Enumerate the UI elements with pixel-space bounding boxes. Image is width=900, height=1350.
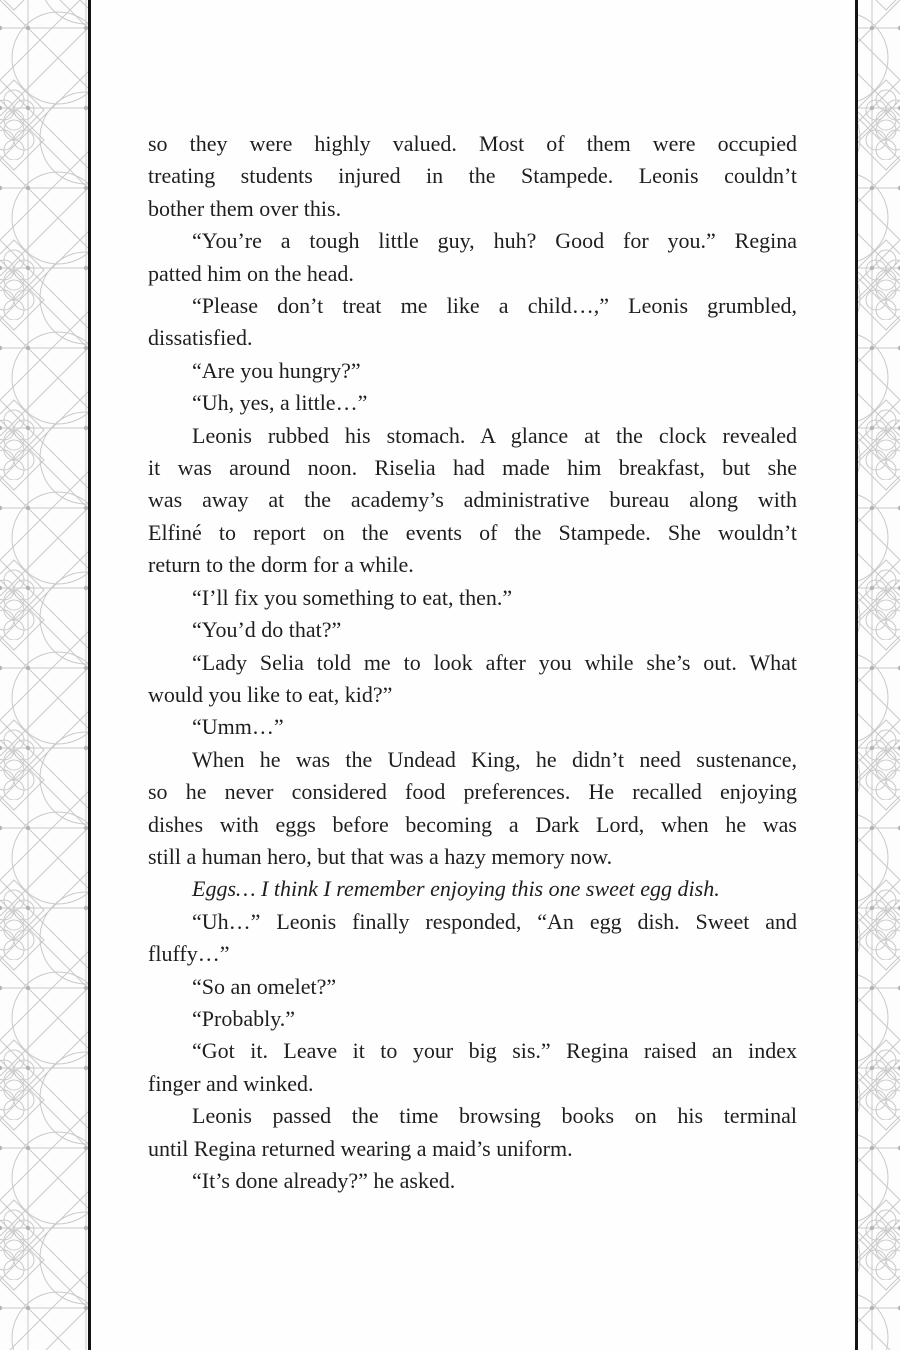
text-line: When he was the Undead King, he didn’t need sustenance, bbox=[192, 746, 797, 772]
text-line: “Are you hungry?” bbox=[192, 357, 361, 383]
paragraph bbox=[148, 647, 797, 712]
paragraph bbox=[148, 582, 797, 614]
text-line: dissatisfied. bbox=[148, 325, 253, 351]
text-line: “You’d do that?” bbox=[192, 617, 342, 643]
paragraph bbox=[148, 420, 797, 582]
text-line: would you like to eat, kid?” bbox=[148, 681, 393, 707]
text-line: treating students injured in the Stampede. Leonis couldn’t bbox=[148, 163, 797, 189]
paragraph bbox=[148, 906, 797, 971]
paragraph bbox=[148, 614, 797, 646]
text-line: “Umm…” bbox=[192, 714, 284, 740]
text-line: “Probably.” bbox=[192, 1005, 296, 1031]
paragraph bbox=[148, 128, 797, 225]
paragraph bbox=[148, 711, 797, 743]
paragraph bbox=[148, 971, 797, 1003]
text-line: fluffy…” bbox=[148, 941, 230, 967]
text-line: “Please don’t treat me like a child…,” Leonis grumbled, bbox=[192, 293, 797, 319]
paragraph bbox=[148, 1100, 797, 1165]
text-line: return to the dorm for a while. bbox=[148, 552, 414, 578]
text-line: finger and winked. bbox=[148, 1070, 314, 1096]
paragraph bbox=[148, 1035, 797, 1100]
text-line: “Uh, yes, a little…” bbox=[192, 390, 368, 416]
paragraph bbox=[148, 355, 797, 387]
paragraph bbox=[148, 387, 797, 419]
text-line: “Uh…” Leonis finally responded, “An egg dish. Sweet and bbox=[192, 908, 797, 934]
geometric-pattern-right bbox=[858, 0, 900, 1350]
text-line: until Regina returned wearing a maid’s uniform. bbox=[148, 1135, 573, 1161]
text-line: Elfiné to report on the events of the Stampede. She wouldn’t bbox=[148, 519, 797, 545]
text-line: “So an omelet?” bbox=[192, 973, 337, 999]
paragraph bbox=[148, 290, 797, 355]
paragraph bbox=[148, 873, 797, 905]
text-line: “It’s done already?” he asked. bbox=[192, 1168, 456, 1193]
geometric-pattern-left bbox=[0, 0, 88, 1350]
text-block bbox=[148, 128, 797, 1197]
right-ornament-border bbox=[858, 0, 900, 1350]
text-line: bother them over this. bbox=[148, 195, 342, 221]
text-line: “I’ll fix you something to eat, then.” bbox=[192, 584, 513, 610]
text-line: it was around noon. Riselia had made him breakfast, but she bbox=[148, 455, 797, 481]
text-line: patted him on the head. bbox=[148, 260, 354, 286]
text-line: dishes with eggs before becoming a Dark Lord, when he was bbox=[148, 811, 797, 837]
text-line: Eggs… I think I remember enjoying this one sweet egg dish. bbox=[192, 876, 720, 902]
text-line: “Lady Selia told me to look after you while she’s out. What bbox=[192, 649, 797, 675]
paragraph bbox=[148, 1165, 797, 1197]
text-line: Leonis rubbed his stomach. A glance at the clock revealed bbox=[192, 422, 797, 448]
text-line: still a human hero, but that was a hazy memory now. bbox=[148, 843, 613, 869]
left-ornament-border bbox=[0, 0, 88, 1350]
text-line: Leonis passed the time browsing books on his terminal bbox=[192, 1103, 797, 1129]
text-line: “Got it. Leave it to your big sis.” Regina raised an index bbox=[192, 1038, 797, 1064]
paragraph bbox=[148, 225, 797, 290]
page-body bbox=[91, 0, 855, 1350]
paragraph bbox=[148, 1003, 797, 1035]
text-line: so he never considered food preferences. He recalled enjoying bbox=[148, 779, 797, 805]
paragraph bbox=[148, 744, 797, 874]
text-line: was away at the academy’s administrative bureau along with bbox=[148, 487, 797, 513]
text-line: so they were highly valued. Most of them were occupied bbox=[148, 131, 797, 156]
text-line: “You’re a tough little guy, huh? Good for you.” Regina bbox=[192, 228, 797, 254]
